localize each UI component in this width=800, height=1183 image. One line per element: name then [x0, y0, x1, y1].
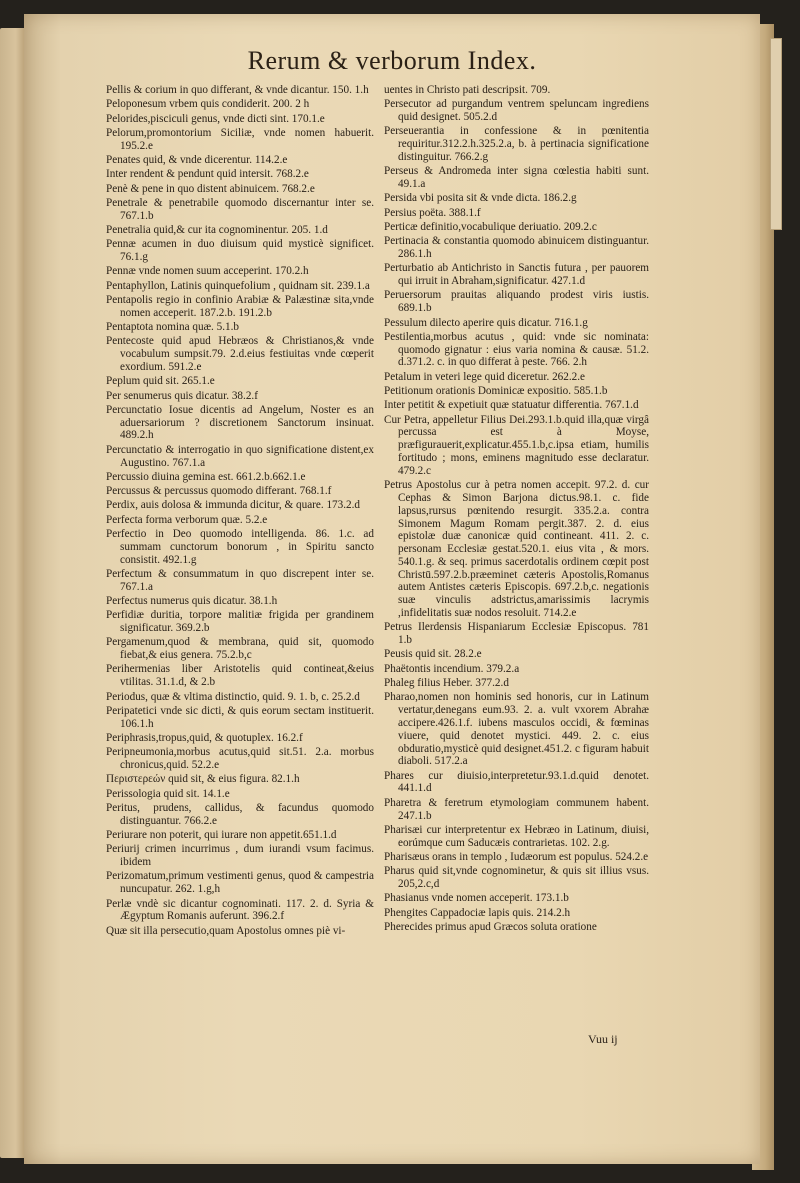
bookmark-tab — [770, 38, 782, 230]
index-entry: Pharao,nomen non hominis sed honoris, cur in Latinum vertatur,denegans eum.93. 2. a. vult vxorem Abrahæ accipere.426.1.f. iubens masculos occidi, & fœminas viuere, quid denotet mystici. 449. 2. c. eius obduratio,mysticè quid designet.451.2. c figuram habuit diaboli. 517.2.a — [384, 691, 649, 768]
index-entry: Pellis & corium in quo differant, & vnde dicantur. 150. 1.h — [106, 84, 369, 96]
index-entry: Peloponesum vrbem quis condiderit. 200. 2 h — [106, 98, 310, 111]
index-entry: Perturbatio ab Antichristo in Sanctis futura , per pauorem qui irruit in Abraham,significatur. 427.1.d — [384, 262, 649, 288]
index-entry: Petrus Ilerdensis Hispaniarum Ecclesiæ Episcopus. 781 1.b — [384, 621, 649, 647]
index-entry: Peripneumonia,morbus acutus,quid sit.51. 2.a. morbus chronicus,quid. 52.2.e — [106, 746, 374, 772]
index-entry: Peritus, prudens, callidus, & facundus quomodo distinguantur. 766.2.e — [106, 801, 374, 827]
index-entry: Pentaptota nomina quæ. 5.1.b — [106, 321, 239, 334]
index-entry: Phares cur diuisio,interpretetur.93.1.d.quid denotet. 441.1.d — [384, 769, 649, 795]
index-entry: Pherecides primus apud Græcos soluta oratione — [384, 920, 597, 933]
index-entry: Penates quid, & vnde dicerentur. 114.2.e — [106, 153, 288, 166]
book-page — [24, 14, 760, 1164]
index-entry: Perseuerantia in confessione & in pœnitentia requiritur.312.2.h.325.2.a, b. à pertinacia significatione distinguitur. 766.2.g — [384, 125, 649, 163]
index-entry: Phaleg filius Heber. 377.2.d — [384, 677, 509, 690]
index-entry: uentes in Christo pati descripsit. 709. — [384, 84, 551, 96]
index-entry: Percussio diuina gemina est. 661.2.b.662.1.e — [106, 470, 306, 483]
index-entry: Pelorides,pisciculi genus, vnde dicti sint. 170.1.e — [106, 112, 325, 125]
index-entry: Phasianus vnde nomen acceperit. 173.1.b — [384, 892, 569, 905]
index-entry: Peplum quid sit. 265.1.e — [106, 375, 215, 388]
previous-page-edge — [0, 28, 26, 1158]
index-entry: Persida vbi posita sit & vnde dicta. 186.2.g — [384, 192, 577, 205]
index-entry: Petitionum orationis Dominicæ expositio. 585.1.b — [384, 385, 608, 398]
index-entry: Inter rendent & pendunt quid intersit. 768.2.e — [106, 168, 309, 181]
index-entry: Perfectum & consummatum in quo discrepent inter se. 767.1.a — [106, 567, 374, 593]
index-entry: Periurare non poterit, qui iurare non appetit.651.1.d — [106, 829, 337, 842]
signature-mark: Vuu ij — [588, 1032, 618, 1046]
index-entry: Pentecoste quid apud Hebræos & Christianos,& vnde vocabulum sumpsit.79. 2.d.eius festiuitas vnde cœperit exordium. 591.2.e — [106, 335, 374, 373]
index-entry: Persecutor ad purgandum ventrem speluncam ingrediens quid designet. 505.2.d — [384, 98, 649, 124]
index-entry: Pergamenum,quod & membrana, quid sit, quomodo fiebat,& eius genera. 75.2.b,c — [106, 636, 374, 662]
index-entry: Pharetra & feretrum etymologiam communem habent. 247.1.b — [384, 796, 649, 822]
index-entry: Perissologia quid sit. 14.1.e — [106, 787, 230, 800]
index-entry: Pelorum,promontorium Siciliæ, vnde nomen habuerit. 195.2.e — [106, 126, 374, 152]
index-entry: Periphrasis,tropus,quid, & quotuplex. 16.2.f — [106, 731, 303, 744]
index-entry: Persius poëta. 388.1.f — [384, 206, 481, 219]
index-entry: Perfectus numerus quis dicatur. 38.1.h — [106, 594, 278, 607]
index-entry: Pentaphyllon, Latinis quinquefolium , quidnam sit. 239.1.a — [106, 279, 370, 292]
index-entry: Petrus Apostolus cur à petra nomen accepit. 97.2. d. cur Cephas & Simon Barjona dictus.98.1. c. fide lapsus,rursus pœnitendo resurgit. 335.2.a. contra Simonem Magum Romam pergit.387. 2. d. eius epistolæ duæ canonicæ quid contineant. 411. 2. c. personam Ecclesiæ gestat.520.1. eius vita , & mors. 540.1.g. & seq. primus sacerdotalis ordinem cœpit post Christū.597.2.b.præeminet cæteris Apostolis,Romanus autem Antistes cæteris Episcopis. 697.2.b,c. negationis suæ vinculis adstrictus,amarissimis lacrymis ,infidelitatis suæ nodos resoluit. 714.2.e — [384, 479, 649, 620]
index-entry: Per senumerus quis dicatur. 38.2.f — [106, 389, 258, 402]
index-entry: Pestilentia,morbus acutus , quid: vnde sic nominata: quomodo gignatur : eius varia nomina & causæ. 51.2. d.371.2. c. in quo differat à peste. 766. 2.h — [384, 330, 649, 369]
index-entry: Peusis quid sit. 28.2.e — [384, 648, 482, 661]
index-entry: Perlæ vndè sic dicantur cognominati. 117. 2. d. Syria & Ægyptum Romanis auferunt. 396.2.f — [106, 897, 374, 923]
index-entry: Penetralia quid,& cur ita cognominentur. 205. 1.d — [106, 223, 328, 236]
index-entry: Quæ sit illa persecutio,quam Apostolus omnes piè vi- — [106, 924, 346, 937]
index-entry: Inter petitit & expetiuit quæ statuatur differentia. 767.1.d — [384, 399, 639, 412]
index-entry: Peruersorum prauitas aliquando prodest viris iustis. 689.1.b — [384, 289, 649, 315]
index-entry: Περιστερεών quid sit, & eius figura. 82.1.h — [106, 773, 300, 786]
index-entry: Pentapolis regio in confinio Arabiæ & Palæstinæ sita,vnde nomen acceperit. 187.2.b. 191.2.b — [106, 293, 374, 319]
left-column — [106, 84, 374, 939]
index-entry: Pharisæus orans in templo , Iudæorum est populus. 524.2.e — [384, 850, 649, 863]
index-entry: Pharus quid sit,vnde cognominetur, & quis sit illius vsus. 205,2.c,d — [384, 865, 649, 891]
index-entry: Petalum in veteri lege quid diceretur. 262.2.e — [384, 370, 586, 383]
index-entry: Perticæ definitio,vocabulique deriuatio. 209.2.c — [384, 220, 597, 233]
index-entry: Perdix, auis dolosa & immunda dicitur, & quare. 173.2.d — [106, 499, 361, 512]
page-title: Rerum & verborum Index. — [247, 46, 537, 75]
index-entry: Phengites Cappadociæ lapis quis. 214.2.h — [384, 906, 571, 919]
index-entry: Pennæ vnde nomen suum acceperint. 170.2.h — [106, 265, 309, 278]
index-entry: Perizomatum,primum vestimenti genus, quod & campestria nuncupatur. 262. 1.g,h — [106, 870, 374, 896]
index-entry: Periodus, quæ & vltima distinctio, quid. 9. 1. b, c. 25.2.d — [106, 690, 360, 703]
index-entry: Perfecta forma verborum quæ. 5.2.e — [106, 513, 268, 526]
index-entry: Pharisæi cur interpretentur ex Hebræo in Latinum, diuisi, eorúmque cum Saducæis contrarietas. 102. 2.g. — [384, 823, 649, 849]
index-entry: Penè & pene in quo distent abinuicem. 768.2.e — [106, 182, 315, 195]
index-entry: Peripatetici vnde sic dicti, & quis eorum sectam instituerit. 106.1.h — [106, 704, 374, 730]
index-entry: Perfectio in Deo quomodo intelligenda. 86. 1.c. ad summam cunctorum bonorum , in Spiritu sancto consistit. 492.1.g — [106, 528, 374, 566]
index-entry: Periurij crimen incurrimus , dum iurandi vsum facimus. ibidem — [106, 843, 374, 869]
right-column — [384, 84, 649, 935]
index-entry: Perfidiæ duritia, torpore malitiæ frigida per grandinem significatur. 369.2.b — [106, 609, 374, 635]
index-entry: Perseus & Andromeda inter signa cœlestia habiti sunt. 49.1.a — [384, 165, 649, 191]
index-entry: Percunctatio & interrogatio in quo significatione distent,ex Augustino. 767.1.a — [106, 443, 374, 469]
index-entry: Phaëtontis incendium. 379.2.a — [384, 662, 520, 675]
index-entry: Percunctatio Iosue dicentis ad Angelum, Noster es an aduersariorum ? discretionem Sanctorum insinuat. 489.2.h — [106, 403, 374, 442]
index-entry: Penetrale & penetrabile quomodo discernantur inter se. 767.1.b — [106, 196, 374, 222]
index-entry: Percussus & percussus quomodo differant. 768.1.f — [106, 485, 332, 498]
index-entry: Cur Petra, appelletur Filius Dei.293.1.b.quid illa,quæ virgâ percussa est à Moyse, præfigurauerit,explicatur.455.1.b,c.ipsa etiam, humilis fortitudo ; mons, eminens magnitudo esse declaratur. 479.2.c — [384, 413, 649, 477]
index-entry: Pessulum dilecto aperire quis dicatur. 716.1.g — [384, 316, 588, 329]
index-entry: Pennæ acumen in duo diuisum quid mysticè significet. 76.1.g — [106, 238, 374, 264]
index-entry: Perihermenias liber Aristotelis quid contineat,&eius vtilitas. 31.1.d, & 2.b — [106, 663, 374, 689]
index-entry: Pertinacia & constantia quomodo abinuicem distinguantur. 286.1.h — [384, 235, 649, 261]
